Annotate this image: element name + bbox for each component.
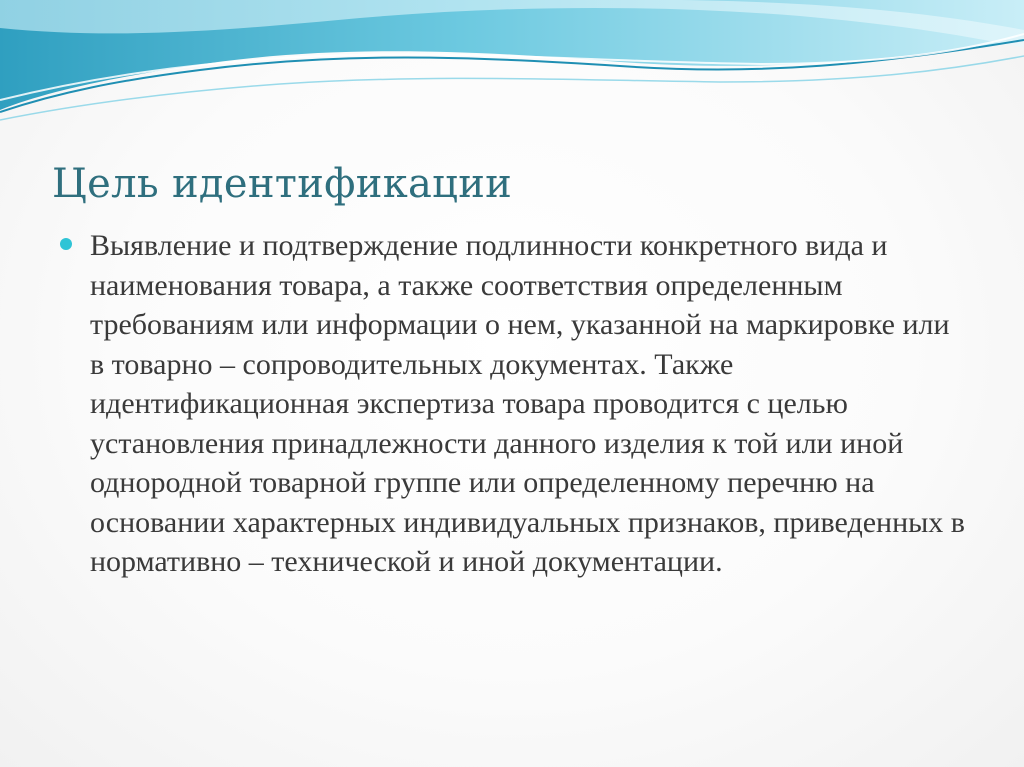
bullet-list: [60, 226, 980, 582]
wave-decoration: [0, 0, 1024, 140]
bullet-text: Выявление и подтверждение подлинности конкретного вида и наименования товара, а также соответствия определенным требованиям или информации о нем, указанной на маркировке или в товарно – сопроводительных документах. Также идентификационная экспертиза товара проводится с целью установления принадлежности данного изделия к той или иной однородной товарной группе или определенному перечню на основании характерных индивидуальных признаков, приведенных в нормативно – технической и иной документации.: [90, 229, 965, 578]
bullet-item: [60, 226, 980, 582]
slide-title: Цель идентификации: [52, 161, 513, 207]
bullet-dot-icon: [60, 238, 72, 250]
